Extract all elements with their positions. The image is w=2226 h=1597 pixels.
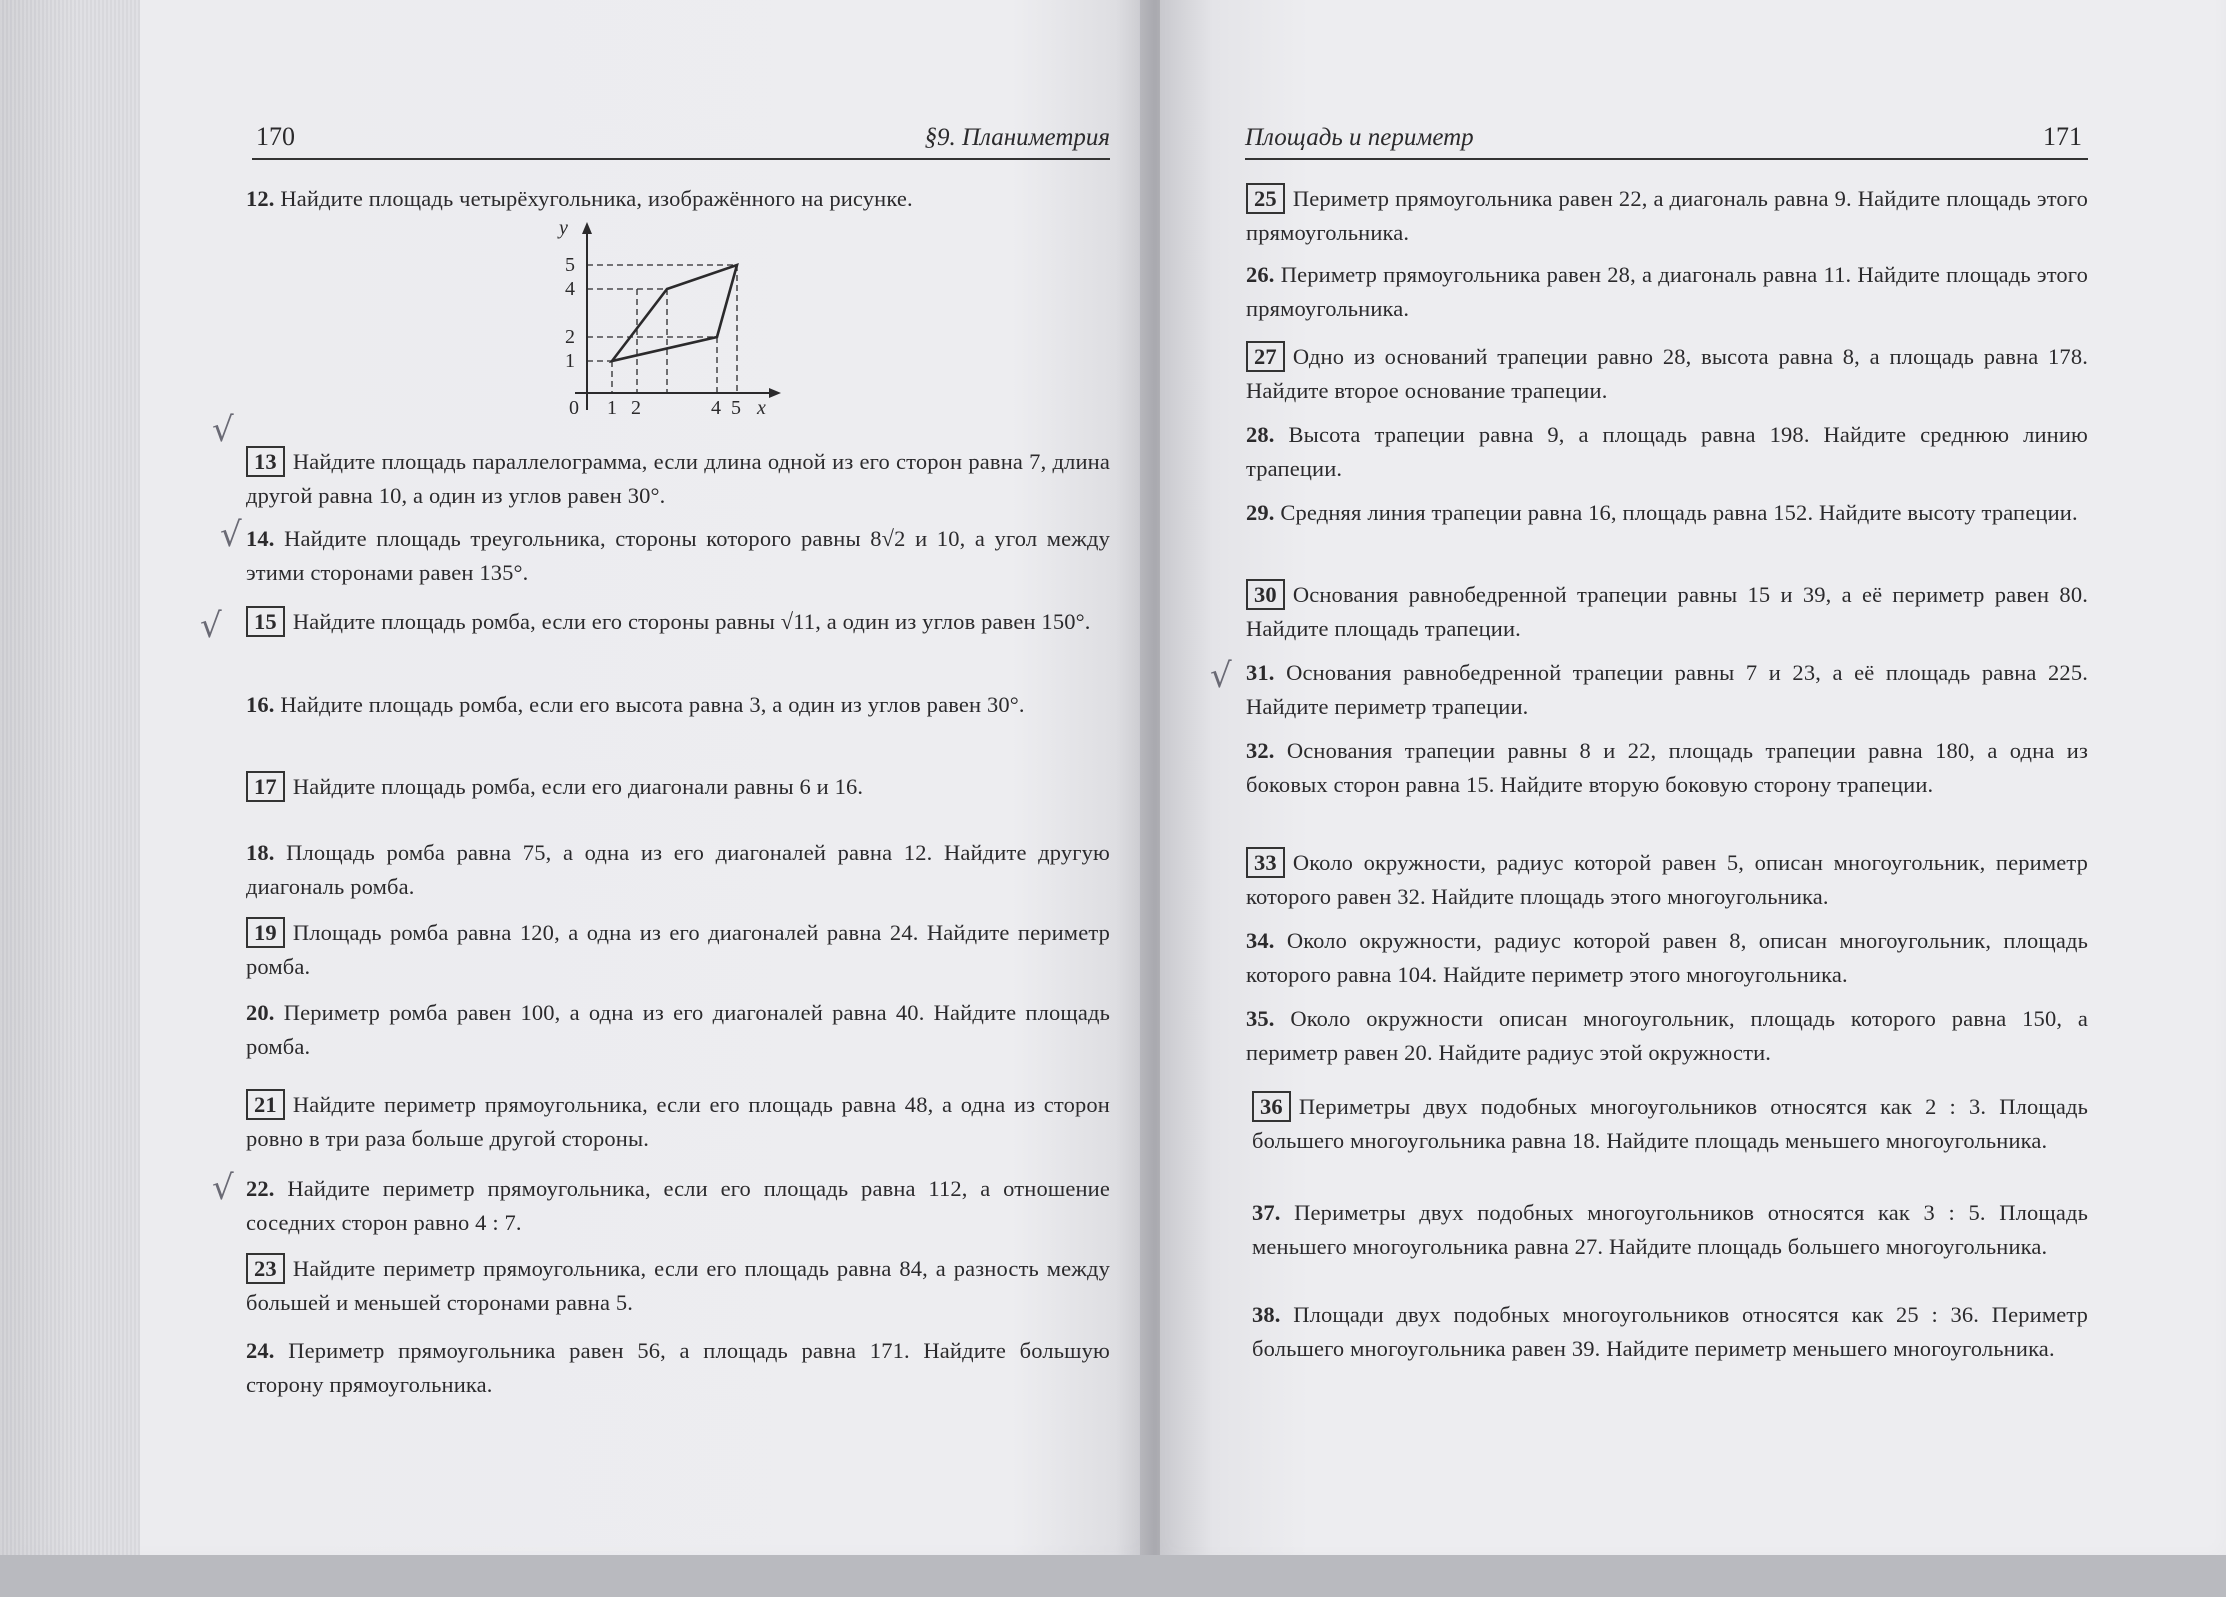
problem-22: 22. Найдите периметр прямоугольника, если его площадь равна 112, а отношение соседних сторон равно 4 : 7. bbox=[246, 1176, 1110, 1235]
pencil-check-mark: √ bbox=[212, 410, 234, 450]
y-tick-2: 2 bbox=[565, 326, 575, 348]
y-tick-1: 1 bbox=[565, 350, 575, 372]
quadrilateral-figure bbox=[545, 220, 790, 420]
x-tick-1: 1 bbox=[607, 397, 617, 419]
x-tick-4: 4 bbox=[711, 397, 721, 419]
pencil-check-mark: √ bbox=[200, 606, 222, 646]
x-tick-5: 5 bbox=[731, 397, 741, 419]
problem-24: 24. Периметр прямоугольника равен 56, а площадь равна 171. Найдите большую сторону прямоугольника. bbox=[246, 1338, 1110, 1397]
problem-13: 13 Найдите площадь параллелограмма, если длина одной из его сторон равна 7, длина другой равна 10, а один из углов равен 30°. bbox=[246, 445, 1110, 513]
y-axis-label: y bbox=[559, 220, 568, 239]
problem-15: 15 Найдите площадь ромба, если его стороны равны √11, а один из углов равен 150°. bbox=[246, 605, 1110, 639]
problem-23: 23 Найдите периметр прямоугольника, если его площадь равна 84, а разность между большей и меньшей сторонами равна 5. bbox=[246, 1252, 1110, 1320]
problem-16: 16. Найдите площадь ромба, если его высота равна 3, а один из углов равен 30°. bbox=[246, 692, 1025, 717]
problem-29: 29. Средняя линия трапеции равна 16, площадь равна 152. Найдите высоту трапеции. bbox=[1246, 500, 2078, 525]
origin-label: 0 bbox=[569, 397, 579, 419]
section-title: Площадь и периметр bbox=[1245, 124, 1474, 151]
problem-32: 32. Основания трапеции равны 8 и 22, площадь трапеции равна 180, а одна из боковых сторон равна 15. Найдите вторую боковую сторону трапеции. bbox=[1246, 738, 2088, 797]
scanner-bed-edge bbox=[0, 1555, 2226, 1597]
x-tick-2: 2 bbox=[631, 397, 641, 419]
pencil-check-mark: √ bbox=[212, 1168, 234, 1208]
problem-37: 37. Периметры двух подобных многоугольников относятся как 3 : 5. Площадь меньшего многоугольника равна 27. Найдите площадь большего многоугольника. bbox=[1252, 1200, 2088, 1259]
page-number: 171 bbox=[2043, 122, 2082, 151]
pencil-check-mark: √ bbox=[1210, 656, 1232, 696]
problem-26: 26. Периметр прямоугольника равен 28, а диагональ равна 11. Найдите площадь этого прямоугольника. bbox=[1246, 262, 2088, 321]
page-number: 170 bbox=[256, 122, 295, 151]
problem-27: 27 Одно из оснований трапеции равно 28, высота равна 8, а площадь равна 178. Найдите второе основание трапеции. bbox=[1246, 340, 2088, 408]
problem-35: 35. Около окружности описан многоугольник, площадь которого равна 150, а периметр равен 20. Найдите радиус этой окружности. bbox=[1246, 1006, 2088, 1065]
right-page-header bbox=[1245, 120, 2088, 160]
problem-18: 18. Площадь ромба равна 75, а одна из его диагоналей равна 12. Найдите другую диагональ ромба. bbox=[246, 840, 1110, 899]
problem-34: 34. Около окружности, радиус которой равен 8, описан многоугольник, площадь которого равна 104. Найдите периметр этого многоугольника. bbox=[1246, 928, 2088, 987]
problem-14: 14. Найдите площадь треугольника, стороны которого равны 8√2 и 10, а угол между этими сторонами равен 135°. bbox=[246, 526, 1110, 585]
problem-30: 30 Основания равнобедренной трапеции равны 15 и 39, а её периметр равен 80. Найдите площадь трапеции. bbox=[1246, 578, 2088, 646]
problem-25: 25 Периметр прямоугольника равен 22, а диагональ равна 9. Найдите площадь этого прямоугольника. bbox=[1246, 182, 2088, 250]
problem-36: 36 Периметры двух подобных многоугольников относятся как 2 : 3. Площадь большего многоугольника равна 18. Найдите площадь меньшего многоугольника. bbox=[1252, 1090, 2088, 1158]
y-tick-5: 5 bbox=[565, 254, 575, 276]
y-tick-4: 4 bbox=[565, 278, 575, 300]
section-title: §9. Планиметрия bbox=[924, 124, 1110, 151]
problem-19: 19 Площадь ромба равна 120, а одна из его диагоналей равна 24. Найдите периметр ромба. bbox=[246, 916, 1110, 984]
problem-33: 33 Около окружности, радиус которой равен 5, описан многоугольник, периметр которого равен 32. Найдите площадь этого многоугольника. bbox=[1246, 846, 2088, 914]
problem-20: 20. Периметр ромба равен 100, а одна из его диагоналей равна 40. Найдите площадь ромба. bbox=[246, 1000, 1110, 1059]
problem-28: 28. Высота трапеции равна 9, а площадь равна 198. Найдите среднюю линию трапеции. bbox=[1246, 422, 2088, 481]
problem-38: 38. Площади двух подобных многоугольников относятся как 25 : 36. Периметр большего многоугольника равен 39. Найдите периметр меньшего многоугольника. bbox=[1252, 1302, 2089, 1361]
problem-12: 12. Найдите площадь четырёхугольника, изображённого на рисунке. bbox=[246, 186, 913, 211]
problem-31: 31. Основания равнобедренной трапеции равны 7 и 23, а её площадь равна 225. Найдите периметр трапеции. bbox=[1246, 660, 2088, 719]
problem-21: 21 Найдите периметр прямоугольника, если его площадь равна 48, а одна из сторон ровно в три раза больше другой стороны. bbox=[246, 1088, 1110, 1156]
left-page-header bbox=[252, 120, 1110, 160]
pencil-check-mark: √ bbox=[220, 515, 242, 555]
problem-17: 17 Найдите площадь ромба, если его диагонали равны 6 и 16. bbox=[246, 770, 1110, 804]
page-edge-stack bbox=[0, 0, 140, 1597]
x-axis-label: x bbox=[757, 397, 766, 419]
